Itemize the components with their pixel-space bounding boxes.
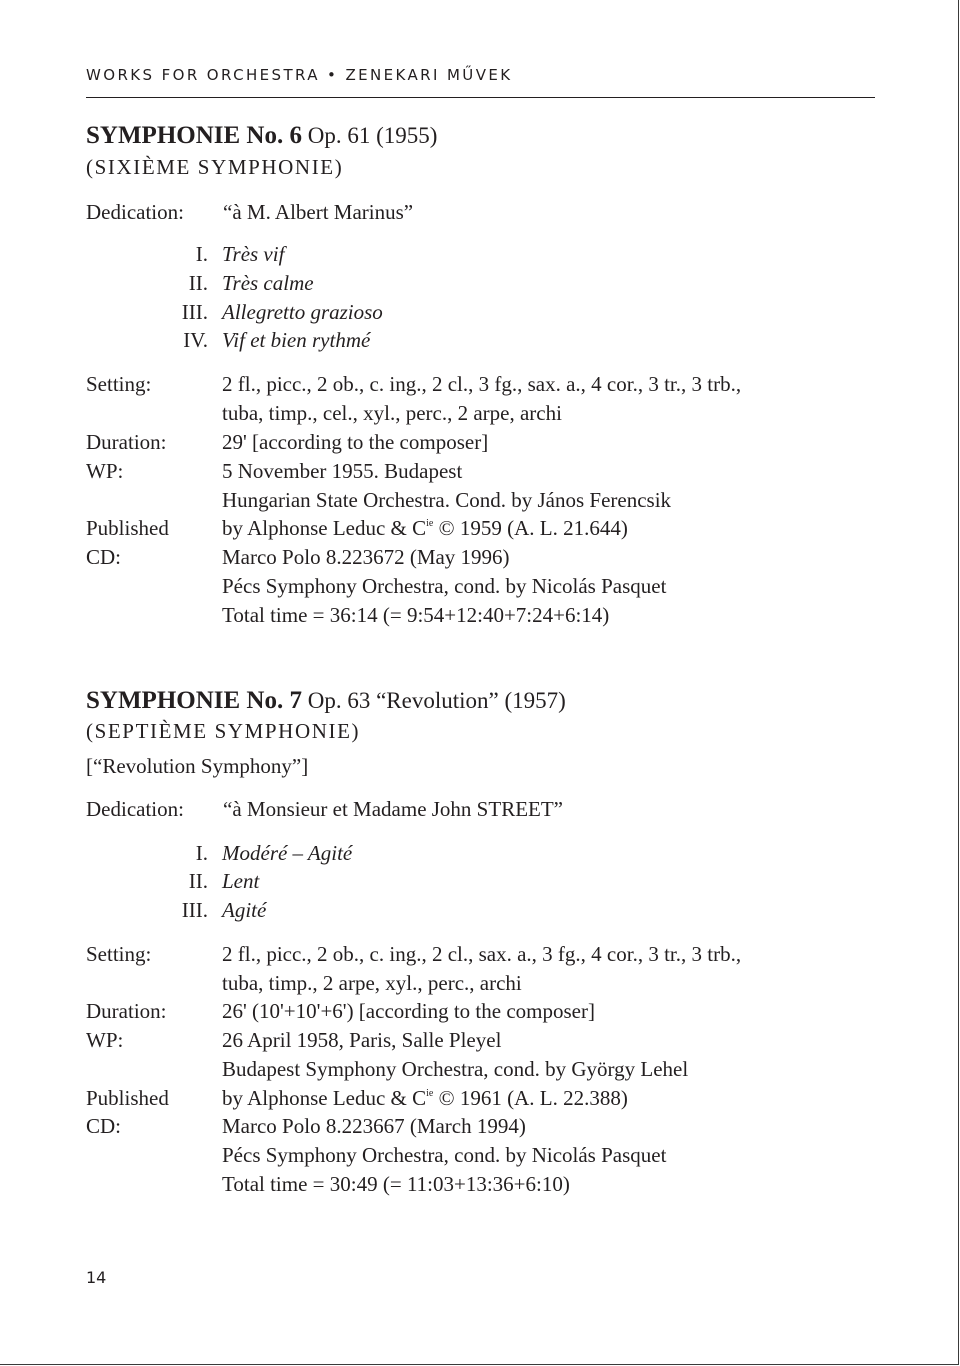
setting-line: 2 fl., picc., 2 ob., c. ing., 2 cl., 3 fg., sax. a., 4 cor., 3 tr., 3 trb., [222, 372, 742, 396]
work-opus-year: Op. 63 “Revolution” (1957) [301, 688, 566, 713]
wp-line: Hungarian State Orchestra. Cond. by János Ferencsik [222, 488, 672, 512]
cd-line: Total time = 30:49 (= 11:03+13:36+6:10) [222, 1172, 570, 1196]
movement-name: Allegretto grazioso [222, 300, 383, 324]
movement-number: I. [195, 841, 208, 865]
movement-name: Vif et bien rythmé [222, 328, 371, 352]
cd-line: Marco Polo 8.223667 (March 1994) [222, 1114, 526, 1138]
movement-number: III. [181, 300, 208, 324]
setting-label: Setting: [86, 942, 152, 966]
cd-line: Pécs Symphony Orchestra, cond. by Nicolás Pasquet [222, 1143, 667, 1167]
running-head: WORKS FOR ORCHESTRA • ZENEKARI MŰVEK [86, 66, 513, 84]
page-number: 14 [86, 1268, 107, 1287]
published-label: Published [86, 516, 169, 540]
publication-info: © 1959 (A. L. 21.644) [433, 516, 628, 540]
movement-name: Très calme [222, 271, 314, 295]
movement-number: IV. [183, 328, 208, 352]
cd-label: CD: [86, 1114, 122, 1138]
movement-number: III. [181, 898, 208, 922]
wp-line: 26 April 1958, Paris, Salle Pleyel [222, 1028, 502, 1052]
dedication-label: Dedication: [86, 200, 184, 224]
work-subtitle: (SIXIÈME SYMPHONIE) [86, 155, 344, 179]
dedication-text: “à M. Albert Marinus” [223, 200, 414, 224]
movement-number: II. [188, 869, 208, 893]
wp-line: Budapest Symphony Orchestra, cond. by György Lehel [222, 1057, 689, 1081]
published-value [222, 514, 628, 542]
publisher-text: by Alphonse Leduc & C [222, 1086, 427, 1110]
movement-name: Agité [222, 898, 267, 922]
dedication-text: “à Monsieur et Madame John STREET” [223, 797, 563, 821]
wp-line: 5 November 1955. Budapest [222, 459, 463, 483]
work-subtitle: (SEPTIÈME SYMPHONIE) [86, 719, 361, 743]
cd-line: Marco Polo 8.223672 (May 1996) [222, 545, 510, 569]
setting-line: tuba, timp., 2 arpe, xyl., perc., archi [222, 971, 522, 995]
duration-label: Duration: [86, 430, 167, 454]
movement-name: Très vif [222, 242, 285, 266]
setting-label: Setting: [86, 372, 152, 396]
header-rule [86, 97, 875, 98]
work-opus-year: Op. 61 (1955) [301, 123, 438, 148]
work-title [86, 122, 437, 150]
publication-info: © 1961 (A. L. 22.388) [433, 1086, 628, 1110]
movement-name: Lent [222, 869, 260, 893]
duration-label: Duration: [86, 999, 167, 1023]
published-value [222, 1084, 628, 1112]
cd-label: CD: [86, 545, 122, 569]
published-label: Published [86, 1086, 169, 1110]
publisher-superscript: ie [426, 518, 434, 529]
work-title-main: SYMPHONIE No. 7 [86, 687, 302, 714]
movement-number: II. [188, 271, 208, 295]
cd-line: Total time = 36:14 (= 9:54+12:40+7:24+6:14) [222, 603, 610, 627]
cd-line: Pécs Symphony Orchestra, cond. by Nicolás Pasquet [222, 574, 667, 598]
publisher-superscript: ie [426, 1088, 434, 1099]
duration-value: 29' [according to the composer] [222, 430, 489, 454]
work-title [86, 687, 566, 715]
wp-label: WP: [86, 459, 124, 483]
work-title-main: SYMPHONIE No. 6 [86, 122, 302, 149]
work-alternate-name: [“Revolution Symphony”] [86, 754, 309, 778]
dedication-label: Dedication: [86, 797, 184, 821]
publisher-text: by Alphonse Leduc & C [222, 516, 427, 540]
movement-number: I. [195, 242, 208, 266]
setting-line: 2 fl., picc., 2 ob., c. ing., 2 cl., sax. a., 3 fg., 4 cor., 3 tr., 3 trb., [222, 942, 742, 966]
movement-name: Modéré – Agité [222, 841, 353, 865]
wp-label: WP: [86, 1028, 124, 1052]
duration-value: 26' (10'+10'+6') [according to the composer] [222, 999, 595, 1023]
setting-line: tuba, timp., cel., xyl., perc., 2 arpe, archi [222, 401, 562, 425]
